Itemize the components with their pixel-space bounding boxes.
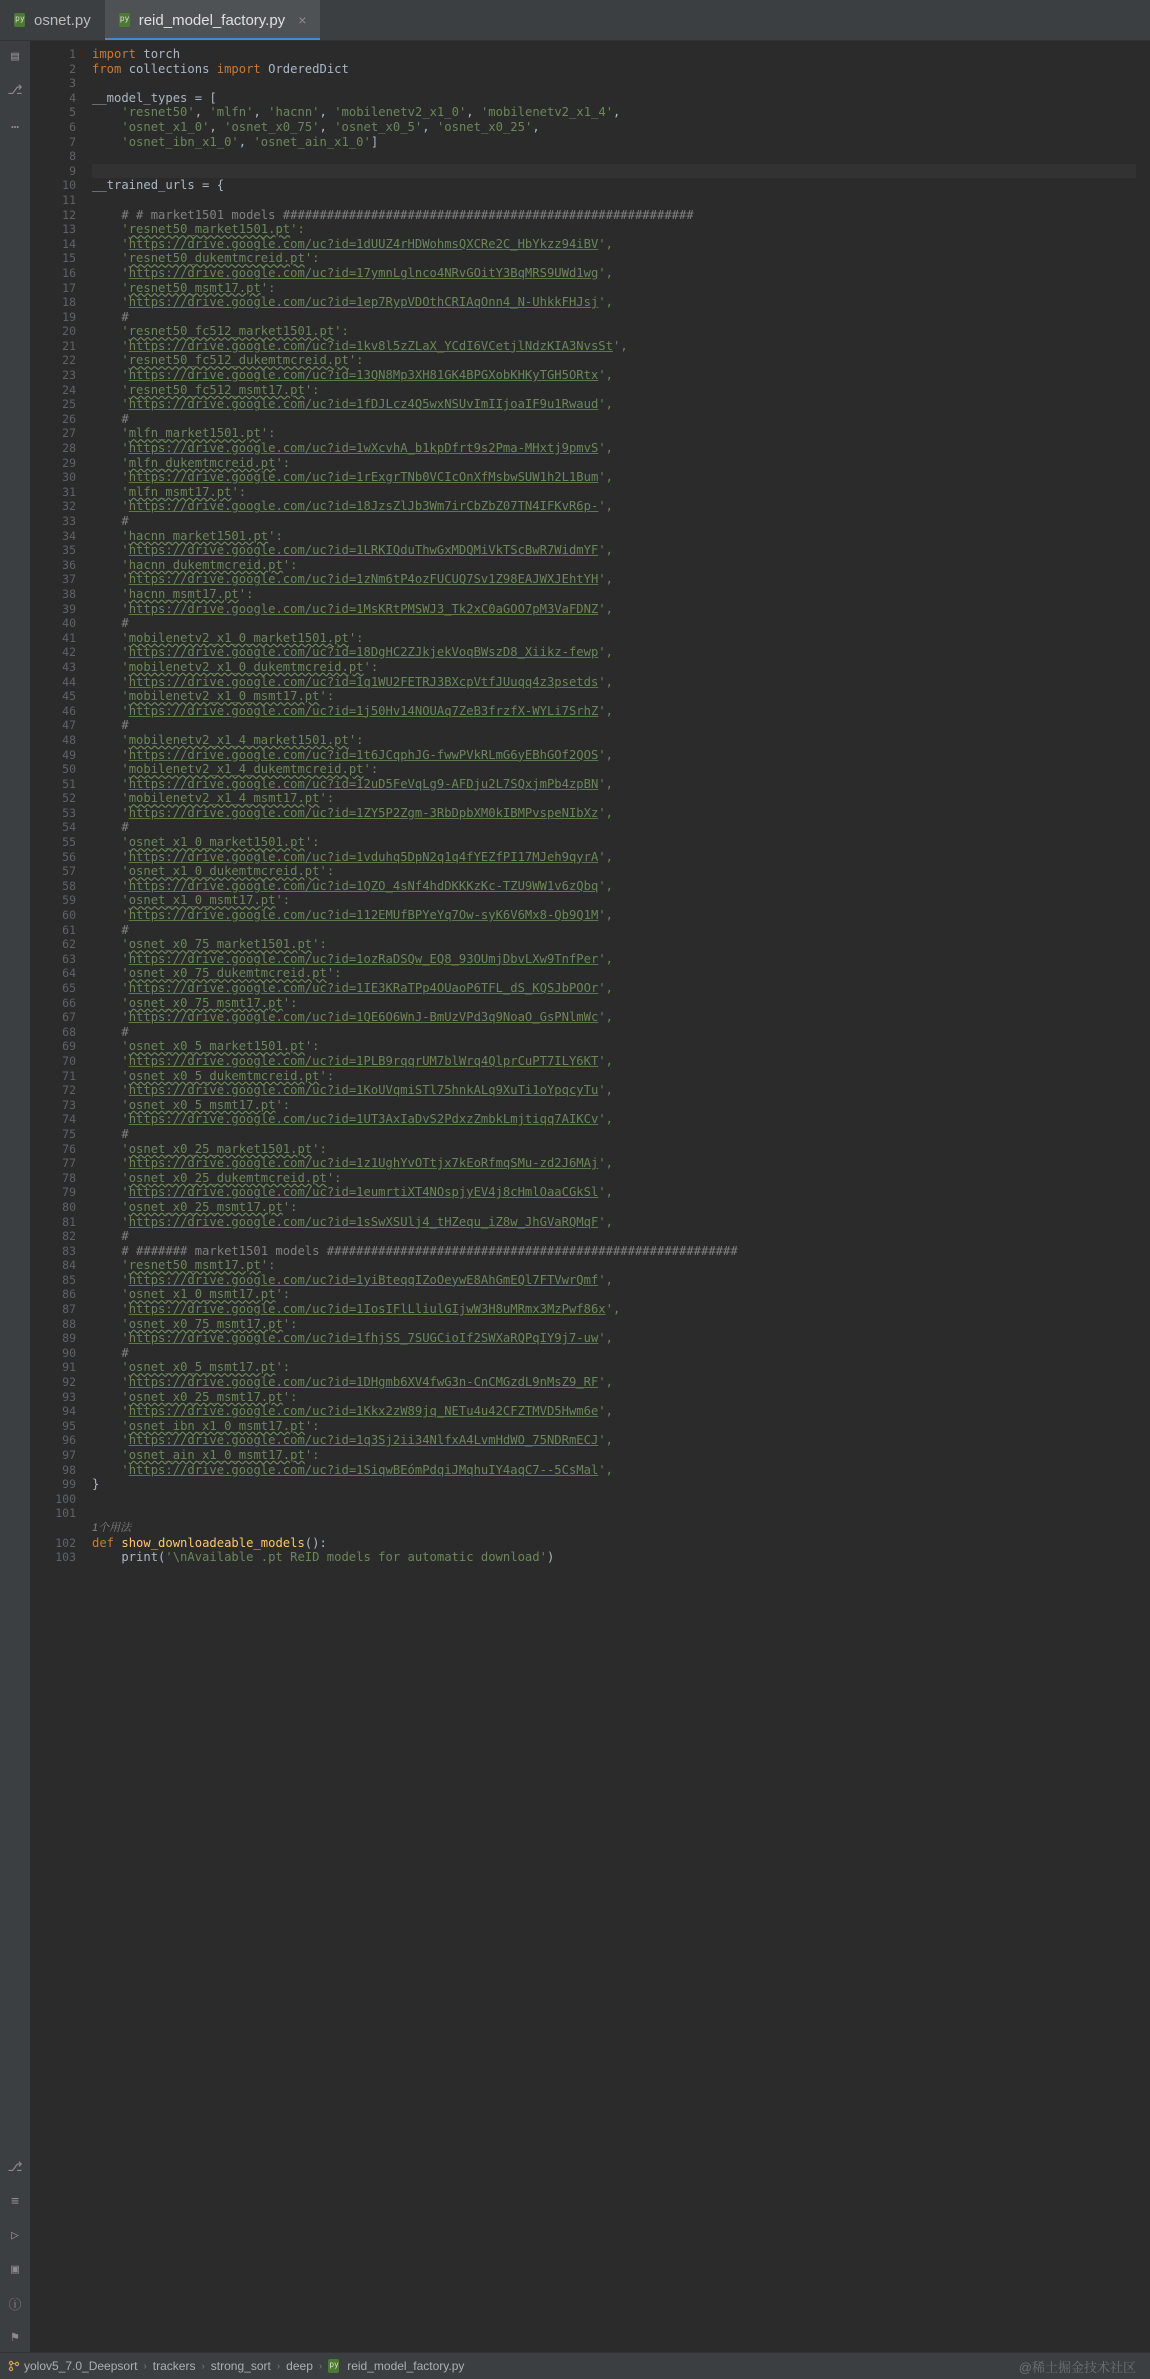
left-tool-strip [0, 41, 30, 2352]
database-icon[interactable]: ≡ [11, 2193, 19, 2209]
breadcrumb-item-strong-sort[interactable]: strong_sort [210, 2359, 271, 2373]
ide-body [0, 41, 1150, 2352]
problems-icon[interactable]: ⓘ [8, 2297, 22, 2313]
python-file-icon [328, 2359, 341, 2374]
breadcrumb-item-file[interactable]: reid_model_factory.py [347, 2359, 465, 2373]
more-options-icon[interactable]: … [11, 116, 19, 132]
terminal-icon[interactable]: ▣ [11, 2261, 19, 2277]
tab-label: osnet.py [34, 11, 91, 29]
tab-label: reid_model_factory.py [138, 11, 286, 29]
editor-tab-bar [0, 0, 1150, 41]
status-bar [0, 2352, 1150, 2379]
run-icon[interactable]: ▷ [11, 2227, 19, 2243]
breadcrumb-separator: › [143, 2360, 147, 2372]
python-file-icon [14, 13, 27, 28]
editor-scrollbar[interactable] [1136, 41, 1150, 2352]
git-branch-icon[interactable]: ⎇ [7, 2159, 23, 2175]
breadcrumb-separator: › [318, 2360, 323, 2372]
python-file-icon [119, 13, 132, 28]
left-tool-strip-top [6, 47, 24, 133]
breadcrumb-item-trackers[interactable]: trackers [152, 2359, 196, 2373]
code-editor[interactable] [30, 41, 1150, 2352]
tab-reid-model-factory-py[interactable] [105, 0, 321, 40]
line-number-gutter: 1 2 3 4 5 6 7 8 9 10 11 12 13 14 15 16 17 18 19 20 21 22 23 24 25 26 27 28 29 30 31 32 33 34 35 36 37 38 39 40 41 42 43 44 45 46 47 48 49 50 51 52 53 54 55 56 57 58 59 60 61 62 63 64 65 66 67 68 69 70 71 72 73 74 75 76 77 78 79 80 81 82 83 84 85 86 87 88 89 90 91 92 93 94 95 96 97 98 99 100 101 102 103 [30, 41, 84, 2352]
breadcrumb [143, 2359, 464, 2374]
breadcrumb-separator: › [201, 2360, 205, 2372]
watermark: @稀土掘金技术社区 [1018, 2359, 1136, 2375]
git-branch-icon [8, 2360, 20, 2372]
left-tool-strip-bottom [6, 2158, 24, 2346]
git-branch-indicator[interactable] [8, 2359, 137, 2373]
breadcrumb-separator: › [276, 2360, 281, 2372]
tab-osnet-py[interactable] [0, 0, 105, 40]
commit-icon[interactable]: ⎇ [7, 82, 23, 98]
branch-name: yolov5_7.0_Deepsort [24, 2359, 138, 2373]
project-structure-icon[interactable]: ▤ [11, 48, 19, 64]
close-icon[interactable]: × [298, 12, 307, 28]
breadcrumb-item-deep[interactable]: deep [286, 2359, 313, 2373]
code-content[interactable]: import torch from collections import OrderedDict __model_types = [ 'resnet50', 'mlfn', 'hacnn', 'mobilenetv2_x1_0', 'mobilenetv2_x1_4', 'osnet_x1_0', 'osnet_x0_75', 'osnet_x0_5', 'osnet_x0_25', 'osnet_ibn_x1_0', 'osnet_ain_x1_0'] __trained_urls = { # # market1501 models ######################################################## 'resnet50_market1501.pt': 'https://drive.google.com/uc?id=1dUUZ4rHDWohmsQXCRe2C_HbYkzz94iBV', 'resnet50_dukemtmcreid.pt': 'https://drive.google.com/uc?id=17ymnLglnco4NRvGOitY3BqMRS9UWd1wg', 'resnet50_msmt17.pt': 'https://drive.google.com/uc?id=1ep7RypVDOthCRIAqOnn4_N-UhkkFHJsj', # 'resnet50_fc512_market1501.pt': 'https://drive.google.com/uc?id=1kv8l5zZLaX_YCdI6VCetjlNdzKIA3NvsSt', 'resnet50_fc512_dukemtmcreid.pt': 'https://drive.google.com/uc?id=13QN8Mp3XH81GK4BPGXobKHKyTGH5ORtx', 'resnet50_fc512_msmt17.pt': 'https://drive.google.com/uc?id=1fDJLcz4Q5wxNSUvImIIjoaIF9u1Rwaud', # 'mlfn_market1501.pt': 'https://drive.google.com/uc?id=1wXcvhA_b1kpDfrt9s2Pma-MHxtj9pmvS', 'mlfn_dukemtmcreid.pt': 'https://drive.google.com/uc?id=1rExgrTNb0VCIcOnXfMsbwSUW1h2L1Bum', 'mlfn_msmt17.pt': 'https://drive.google.com/uc?id=18JzsZlJb3Wm7irCbZbZ07TN4IFKvR6p-', # 'hacnn_market1501.pt': 'https://drive.google.com/uc?id=1LRKIQduThwGxMDQMiVkTScBwR7WidmYF', 'hacnn_dukemtmcreid.pt': 'https://drive.google.com/uc?id=1zNm6tP4ozFUCUQ7Sv1Z98EAJWXJEhtYH', 'hacnn_msmt17.pt': 'https://drive.google.com/uc?id=1MsKRtPMSWJ3_Tk2xC0aGOO7pM3VaFDNZ', # 'mobilenetv2_x1_0_market1501.pt': 'https://drive.google.com/uc?id=18DgHC2ZJkjekVoqBWszD8_Xiikz-fewp', 'mobilenetv2_x1_0_dukemtmcreid.pt': 'https://drive.google.com/uc?id=1q1WU2FETRJ3BXcpVtfJUuqq4z3psetds', 'mobilenetv2_x1_0_msmt17.pt': 'https://drive.google.com/uc?id=1j50Hv14NOUAq7ZeB3frzfX-WYLi7SrhZ', # 'mobilenetv2_x1_4_market1501.pt': 'https://drive.google.com/uc?id=1t6JCqphJG-fwwPVkRLmG6yEBhGOf2QOS', 'mobilenetv2_x1_4_dukemtmcreid.pt': 'https://drive.google.com/uc?id=12uD5FeVqLg9-AFDju2L7SQxjmPb4zpBN', 'mobilenetv2_x1_4_msmt17.pt': 'https://drive.google.com/uc?id=1ZY5P2Zgm-3RbDpbXM0kIBMPvspeNIbXz', # 'osnet_x1_0_market1501.pt': 'https://drive.google.com/uc?id=1vduhq5DpN2q1q4fYEZfPI17MJeh9qyrA', 'osnet_x1_0_dukemtmcreid.pt': 'https://drive.google.com/uc?id=1QZO_4sNf4hdDKKKzKc-TZU9WW1v6zQbq', 'osnet_x1_0_msmt17.pt': 'https://drive.google.com/uc?id=112EMUfBPYeYq7Ow-syK6V6Mx8-Qb9Q1M', # 'osnet_x0_75_market1501.pt': 'https://drive.google.com/uc?id=1ozRaDSQw_EQ8_93OUmjDbvLXw9TnfPer', 'osnet_x0_75_dukemtmcreid.pt': 'https://drive.google.com/uc?id=1IE3KRaTPp4OUaoP6TFL_dS_KQSJbPOOr', 'osnet_x0_75_msmt17.pt': 'https://drive.google.com/uc?id=1QE6O6WnJ-BmUzVPd3q9NoaO_GsPNlmWc', # 'osnet_x0_5_market1501.pt': 'https://drive.google.com/uc?id=1PLB9rqqrUM7blWrq4QlprCuPT7ILY6KT', 'osnet_x0_5_dukemtmcreid.pt': 'https://drive.google.com/uc?id=1KoUVqmiSTl75hnkALq9XuTi1oYpqcyTu', 'osnet_x0_5_msmt17.pt': 'https://drive.google.com/uc?id=1UT3AxIaDvS2PdxzZmbkLmjtiqq7AIKCv', # 'osnet_x0_25_market1501.pt': 'https://drive.google.com/uc?id=1z1UghYvOTtjx7kEoRfmqSMu-zd2J6MAj', 'osnet_x0_25_dukemtmcreid.pt': 'https://drive.google.com/uc?id=1eumrtiXT4NOspjyEV4j8cHmlOaaCGkSl', 'osnet_x0_25_msmt17.pt': 'https://drive.google.com/uc?id=1sSwXSUlj4_tHZequ_iZ8w_JhGVaRQMqF', # # ####### market1501 models ######################################################## 'resnet50_msmt17.pt': 'https://drive.google.com/uc?id=1yiBteqqIZoOeywE8AhGmEQl7FTVwrQmf', 'osnet_x1_0_msmt17.pt': 'https://drive.google.com/uc?id=1IosIFlLliulGIjwW3H8uMRmx3MzPwf86x', 'osnet_x0_75_msmt17.pt': 'https://drive.google.com/uc?id=1fhjSS_7SUGCioIf2SWXaRQPqIY9j7-uw', # 'osnet_x0_5_msmt17.pt': 'https://drive.google.com/uc?id=1DHgmb6XV4fwG3n-CnCMGzdL9nMsZ9_RF', 'osnet_x0_25_msmt17.pt': 'https://drive.google.com/uc?id=1Kkx2zW89jq_NETu4u42CFZTMVD5Hwm6e', 'osnet_ibn_x1_0_msmt17.pt': 'https://drive.google.com/uc?id=1q3Sj2ii34NlfxA4LvmHdWO_75NDRmECJ', 'osnet_ain_x1_0_msmt17.pt': 'https://drive.google.com/uc?id=1SiqwBEómPdqiJMqhuIY4aqC7--5CsMal', } 1个用法 def show_downloadeable_models(): print('\nAvailable .pt ReID models for automatic download') [84, 41, 1136, 2352]
version-control-icon[interactable]: ⚑ [11, 2329, 19, 2345]
